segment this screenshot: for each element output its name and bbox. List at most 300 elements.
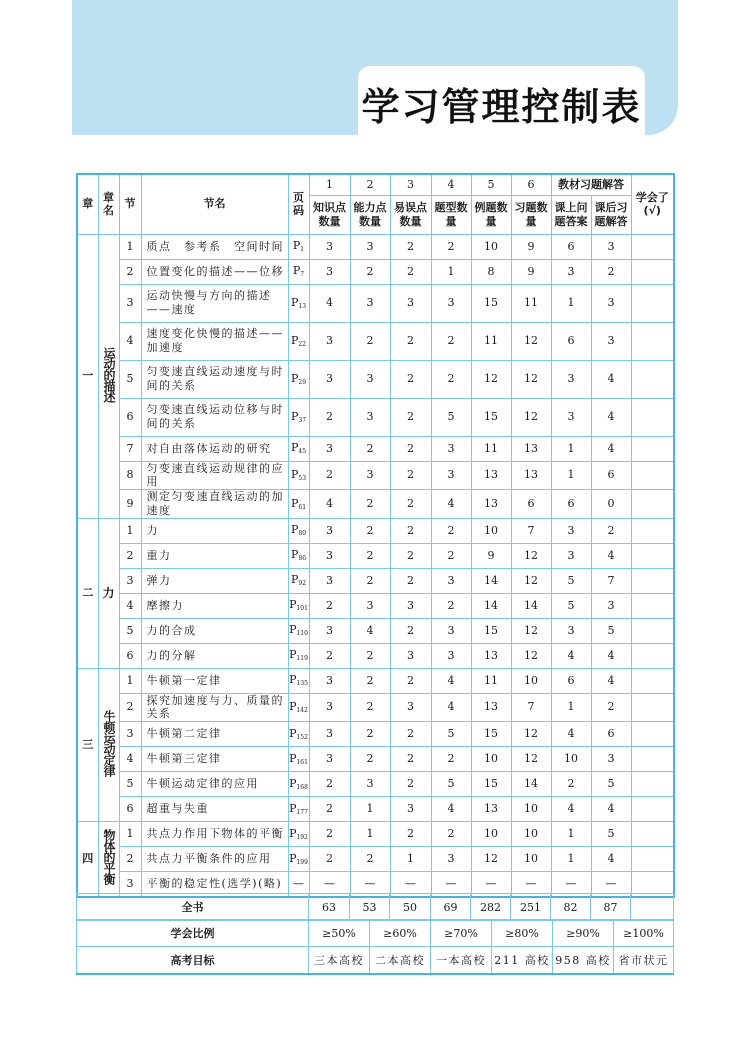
value-cell: 3 [309, 234, 350, 259]
learned-check-cell[interactable] [631, 360, 674, 398]
section-number: 1 [119, 668, 141, 693]
header-textbook-col: 课后习题解答 [591, 195, 631, 234]
table-row [77, 747, 674, 772]
header-page: 页码 [288, 174, 309, 234]
section-name: 超重与失重 [141, 797, 288, 822]
value-cell: 9 [471, 543, 511, 568]
value-cell: 4 [591, 668, 631, 693]
value-cell: 2 [390, 490, 431, 519]
section-number: 3 [119, 284, 141, 322]
learned-check-cell[interactable] [631, 593, 674, 618]
page-ref: $P_{161}$ [288, 747, 309, 772]
table-row [77, 436, 674, 461]
learned-check-cell[interactable] [631, 461, 674, 490]
section-number: 5 [119, 618, 141, 643]
learned-check-cell[interactable] [631, 822, 674, 847]
table-row [77, 722, 674, 747]
value-cell: — [431, 872, 471, 897]
value-cell: 2 [390, 259, 431, 284]
value-cell: 3 [431, 568, 471, 593]
value-cell: 3 [309, 518, 350, 543]
section-name: 位置变化的描述——位移 [141, 259, 288, 284]
page-title: 学习管理控制表 [361, 85, 642, 129]
table-row [77, 398, 674, 436]
value-cell: 6 [511, 490, 551, 519]
page-ref: $P_{135}$ [288, 668, 309, 693]
value-cell: 12 [511, 643, 551, 668]
value-cell: 4 [309, 284, 350, 322]
header-chapter: 章 [77, 174, 98, 234]
learned-check-cell[interactable] [631, 894, 674, 921]
value-cell: 10 [471, 234, 511, 259]
value-cell: 3 [591, 747, 631, 772]
value-cell: 12 [511, 618, 551, 643]
value-cell: 2 [309, 772, 350, 797]
value-cell: 2 [309, 797, 350, 822]
value-cell: 3 [350, 461, 390, 490]
value-cell: 13 [471, 643, 511, 668]
section-number: 2 [119, 847, 141, 872]
section-number: 5 [119, 360, 141, 398]
section-number: 1 [119, 234, 141, 259]
page-ref: $P_1$ [288, 234, 309, 259]
table-row [77, 568, 674, 593]
value-cell: 15 [471, 398, 511, 436]
value-cell: 5 [551, 593, 591, 618]
page-ref: $P_{152}$ [288, 722, 309, 747]
page-ref: $P_{110}$ [288, 618, 309, 643]
section-number: 8 [119, 461, 141, 490]
table-row [77, 693, 674, 722]
header-col-label: 知识点数量 [309, 195, 350, 234]
header-col-number: 4 [431, 174, 471, 195]
value-cell: 3 [431, 284, 471, 322]
section-name: 速度变化快慢的描述——加速度 [141, 322, 288, 360]
value-cell: 2 [350, 722, 390, 747]
value-cell: 2 [390, 772, 431, 797]
value-cell: 2 [350, 436, 390, 461]
value-cell: 12 [511, 568, 551, 593]
section-number: 6 [119, 398, 141, 436]
header-col-number: 2 [350, 174, 390, 195]
table-row [77, 234, 674, 259]
table-row [77, 259, 674, 284]
value-cell: 4 [431, 797, 471, 822]
value-cell: 3 [551, 398, 591, 436]
header-col-number: 5 [471, 174, 511, 195]
value-cell: 3 [309, 693, 350, 722]
target-row [77, 947, 674, 975]
section-number: 6 [119, 643, 141, 668]
table-row [77, 543, 674, 568]
page-ref: $P_{37}$ [288, 398, 309, 436]
learned-check-cell[interactable] [631, 490, 674, 519]
learned-check-cell[interactable] [631, 668, 674, 693]
value-cell: 2 [390, 747, 431, 772]
value-cell: 2 [390, 543, 431, 568]
learned-check-cell[interactable] [631, 568, 674, 593]
chapter-number: 四 [77, 822, 98, 897]
value-cell: 1 [350, 797, 390, 822]
value-cell: 9 [511, 259, 551, 284]
page-ref: $P_{142}$ [288, 693, 309, 722]
value-cell: 3 [350, 398, 390, 436]
value-cell: 5 [591, 618, 631, 643]
value-cell: 3 [350, 284, 390, 322]
header-col-label: 例题数量 [471, 195, 511, 234]
value-cell: 3 [350, 772, 390, 797]
value-cell: 6 [551, 490, 591, 519]
value-cell: 2 [350, 668, 390, 693]
total-row [77, 894, 674, 921]
total-value: 251 [511, 894, 551, 921]
total-value: 69 [431, 894, 471, 921]
value-cell: 3 [551, 360, 591, 398]
learned-check-cell[interactable] [631, 322, 674, 360]
value-cell: 6 [551, 668, 591, 693]
value-cell: 3 [309, 543, 350, 568]
section-name: 探究加速度与力、质量的关系 [141, 693, 288, 722]
value-cell: 2 [551, 772, 591, 797]
value-cell: 14 [511, 593, 551, 618]
learned-check-cell[interactable] [631, 797, 674, 822]
learned-check-cell[interactable] [631, 772, 674, 797]
value-cell: 1 [551, 693, 591, 722]
header-textbook-col: 课上问题答案 [551, 195, 591, 234]
value-cell: 5 [431, 398, 471, 436]
table-row [77, 518, 674, 543]
target-value: 省市状元 [614, 947, 674, 975]
value-cell: 11 [511, 284, 551, 322]
section-name: 牛顿第二定律 [141, 722, 288, 747]
section-name: 平衡的稳定性(选学)(略) [141, 872, 288, 897]
header-col-label: 能力点数量 [350, 195, 390, 234]
value-cell: 13 [511, 461, 551, 490]
value-cell: 3 [390, 593, 431, 618]
value-cell: 2 [591, 518, 631, 543]
target-label: 高考目标 [77, 947, 309, 975]
section-number: 3 [119, 722, 141, 747]
value-cell: 13 [471, 461, 511, 490]
learned-check-cell[interactable] [631, 543, 674, 568]
header-col-label: 习题数量 [511, 195, 551, 234]
value-cell: 1 [431, 259, 471, 284]
value-cell: 1 [390, 847, 431, 872]
value-cell: 14 [471, 568, 511, 593]
section-number: 5 [119, 772, 141, 797]
learned-check-cell[interactable] [631, 234, 674, 259]
value-cell: 13 [471, 797, 511, 822]
value-cell: 12 [511, 722, 551, 747]
value-cell: 2 [350, 847, 390, 872]
value-cell: 2 [431, 234, 471, 259]
value-cell: 3 [390, 693, 431, 722]
value-cell: 12 [511, 543, 551, 568]
value-cell: 2 [591, 693, 631, 722]
value-cell: 2 [431, 518, 471, 543]
table-row [77, 847, 674, 872]
value-cell: 10 [471, 822, 511, 847]
value-cell: — [309, 872, 350, 897]
ratio-value: ≥60% [370, 920, 431, 947]
value-cell: 3 [551, 543, 591, 568]
section-name: 匀变速直线运动位移与时间的关系 [141, 398, 288, 436]
total-value: 82 [551, 894, 591, 921]
value-cell: 2 [431, 747, 471, 772]
value-cell: 13 [471, 490, 511, 519]
page-ref: $P_7$ [288, 259, 309, 284]
page-ref: $P_{29}$ [288, 360, 309, 398]
learned-check-cell[interactable] [631, 518, 674, 543]
value-cell: 3 [431, 618, 471, 643]
section-name: 共点力作用下物体的平衡 [141, 822, 288, 847]
value-cell: 6 [591, 461, 631, 490]
summary-table [76, 893, 674, 921]
value-cell: 10 [511, 847, 551, 872]
value-cell: 4 [591, 360, 631, 398]
target-value: 一本高校 [431, 947, 492, 975]
value-cell: 1 [551, 284, 591, 322]
total-value: 53 [350, 894, 390, 921]
value-cell: 2 [390, 722, 431, 747]
page-ref: $P_{192}$ [288, 822, 309, 847]
value-cell: 11 [471, 668, 511, 693]
section-name: 力 [141, 518, 288, 543]
value-cell: 3 [551, 259, 591, 284]
value-cell: 3 [431, 436, 471, 461]
value-cell: 2 [390, 436, 431, 461]
value-cell: 2 [309, 847, 350, 872]
section-number: 1 [119, 518, 141, 543]
value-cell: 2 [390, 322, 431, 360]
page-ref: $P_{45}$ [288, 436, 309, 461]
ratio-row [77, 920, 674, 947]
section-number: 9 [119, 490, 141, 519]
value-cell: 10 [551, 747, 591, 772]
value-cell: 3 [591, 234, 631, 259]
total-value: 50 [390, 894, 431, 921]
value-cell: 3 [390, 643, 431, 668]
section-number: 4 [119, 747, 141, 772]
page-ref: $P_{177}$ [288, 797, 309, 822]
value-cell: 3 [390, 284, 431, 322]
value-cell: 2 [309, 643, 350, 668]
value-cell: 3 [309, 568, 350, 593]
header-col-label: 题型数量 [431, 195, 471, 234]
value-cell: 2 [431, 593, 471, 618]
value-cell: 3 [431, 643, 471, 668]
value-cell: 14 [471, 593, 511, 618]
value-cell: 12 [511, 322, 551, 360]
value-cell: — [471, 872, 511, 897]
chapter-name: 物体的平衡 [98, 822, 119, 897]
value-cell: 2 [350, 322, 390, 360]
ratio-value: ≥50% [309, 920, 370, 947]
value-cell: 3 [309, 618, 350, 643]
value-cell: 3 [309, 360, 350, 398]
value-cell: 15 [471, 284, 511, 322]
value-cell: 1 [551, 461, 591, 490]
value-cell: — [350, 872, 390, 897]
value-cell: 4 [350, 618, 390, 643]
value-cell: 5 [431, 722, 471, 747]
value-cell: 2 [350, 643, 390, 668]
value-cell: 2 [309, 822, 350, 847]
section-name: 对自由落体运动的研究 [141, 436, 288, 461]
page-ref: $P_{61}$ [288, 490, 309, 519]
learned-check-cell[interactable] [631, 284, 674, 322]
ratio-value: ≥90% [553, 920, 614, 947]
value-cell: 3 [591, 284, 631, 322]
target-value: 958 高校 [553, 947, 614, 975]
section-name: 匀变速直线运动速度与时间的关系 [141, 360, 288, 398]
header-col-number: 1 [309, 174, 350, 195]
value-cell: 9 [511, 234, 551, 259]
value-cell: — [390, 872, 431, 897]
value-cell: 3 [309, 322, 350, 360]
value-cell: — [591, 872, 631, 897]
value-cell: 2 [350, 693, 390, 722]
value-cell: 2 [309, 398, 350, 436]
total-value: 282 [471, 894, 511, 921]
learned-check-cell[interactable] [631, 398, 674, 436]
value-cell: 10 [511, 822, 551, 847]
value-cell: 3 [431, 461, 471, 490]
value-cell: 6 [551, 322, 591, 360]
page-ref: $P_{92}$ [288, 568, 309, 593]
ratio-label: 学会比例 [77, 920, 309, 947]
value-cell: 2 [350, 518, 390, 543]
header-col-number: 6 [511, 174, 551, 195]
chapter-name: 运动的描述 [98, 234, 119, 518]
table-row [77, 643, 674, 668]
value-cell: 14 [511, 772, 551, 797]
section-number: 2 [119, 543, 141, 568]
section-name: 共点力平衡条件的应用 [141, 847, 288, 872]
value-cell: 10 [471, 518, 511, 543]
value-cell: 1 [350, 822, 390, 847]
value-cell: 2 [431, 360, 471, 398]
total-label: 全书 [77, 894, 309, 921]
section-name: 力的分解 [141, 643, 288, 668]
value-cell: 1 [551, 847, 591, 872]
ratio-value: ≥80% [492, 920, 553, 947]
study-control-table [76, 173, 675, 898]
section-name: 匀变速直线运动规律的应用 [141, 461, 288, 490]
value-cell: 15 [471, 722, 511, 747]
learned-check-cell[interactable] [631, 643, 674, 668]
section-name: 牛顿运动定律的应用 [141, 772, 288, 797]
value-cell: 8 [471, 259, 511, 284]
value-cell: 2 [350, 490, 390, 519]
target-value: 211 高校 [492, 947, 553, 975]
target-value: 二本高校 [370, 947, 431, 975]
page-ref: $P_{119}$ [288, 643, 309, 668]
value-cell: 4 [309, 490, 350, 519]
value-cell: 0 [591, 490, 631, 519]
goal-table [76, 919, 674, 975]
section-number: 2 [119, 693, 141, 722]
learned-check-cell[interactable] [631, 722, 674, 747]
section-number: 6 [119, 797, 141, 822]
value-cell: 6 [591, 722, 631, 747]
total-value: 87 [591, 894, 631, 921]
value-cell: 4 [431, 490, 471, 519]
value-cell: 4 [591, 797, 631, 822]
value-cell: 2 [390, 668, 431, 693]
value-cell: 2 [350, 568, 390, 593]
value-cell: 5 [591, 772, 631, 797]
page-ref: $P_{199}$ [288, 847, 309, 872]
page-ref: $P_{22}$ [288, 322, 309, 360]
value-cell: 4 [591, 398, 631, 436]
section-name: 牛顿第一定律 [141, 668, 288, 693]
value-cell: 10 [511, 668, 551, 693]
value-cell: 7 [591, 568, 631, 593]
table-row [77, 284, 674, 322]
value-cell: 4 [431, 668, 471, 693]
section-number: 1 [119, 822, 141, 847]
section-number: 7 [119, 436, 141, 461]
value-cell: 12 [511, 398, 551, 436]
value-cell: 2 [390, 518, 431, 543]
table-row [77, 461, 674, 490]
learned-check-cell[interactable] [631, 847, 674, 872]
value-cell: 2 [390, 822, 431, 847]
section-name: 质点 参考系 空间时间 [141, 234, 288, 259]
table-row [77, 618, 674, 643]
ratio-value: ≥70% [431, 920, 492, 947]
section-name: 牛顿第三定律 [141, 747, 288, 772]
section-number: 4 [119, 593, 141, 618]
section-name: 运动快慢与方向的描述——速度 [141, 284, 288, 322]
value-cell: 3 [591, 322, 631, 360]
value-cell: 10 [471, 747, 511, 772]
header-col-label: 易误点数量 [390, 195, 431, 234]
value-cell: 3 [309, 436, 350, 461]
value-cell: 3 [309, 747, 350, 772]
value-cell: 13 [471, 693, 511, 722]
page-ref: $P_{53}$ [288, 461, 309, 490]
chapter-name: 牛顿运动定律 [98, 668, 119, 822]
value-cell: 2 [309, 461, 350, 490]
learned-check-cell[interactable] [631, 436, 674, 461]
table-row [77, 772, 674, 797]
value-cell: 7 [511, 518, 551, 543]
value-cell: 3 [309, 668, 350, 693]
value-cell: 2 [390, 234, 431, 259]
page-ref: $P_{101}$ [288, 593, 309, 618]
header-chapter-name: 章名 [98, 174, 119, 234]
chapter-number: 一 [77, 234, 98, 518]
chapter-number: 三 [77, 668, 98, 822]
value-cell: 1 [551, 822, 591, 847]
header-section: 节 [119, 174, 141, 234]
table-row [77, 490, 674, 519]
title-tab [358, 66, 645, 135]
learned-check-cell[interactable] [631, 618, 674, 643]
value-cell: — [511, 872, 551, 897]
section-number: 4 [119, 322, 141, 360]
value-cell: 4 [591, 543, 631, 568]
ratio-value: ≥100% [614, 920, 674, 947]
learned-check-cell[interactable] [631, 693, 674, 722]
learned-check-cell[interactable] [631, 259, 674, 284]
learned-check-cell[interactable] [631, 747, 674, 772]
value-cell: 4 [431, 693, 471, 722]
value-cell: 2 [431, 322, 471, 360]
value-cell: 3 [350, 234, 390, 259]
